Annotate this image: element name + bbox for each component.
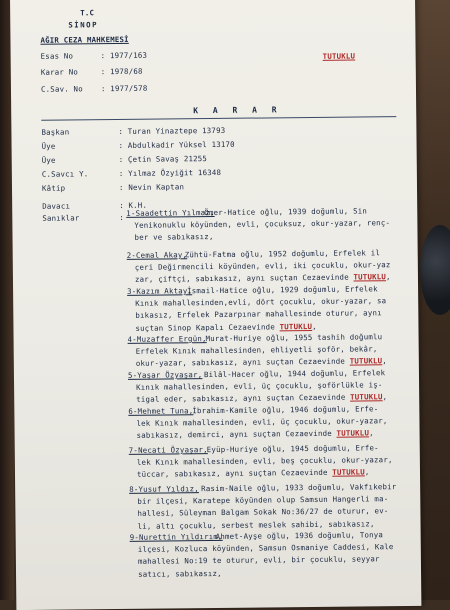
defendant-detail-line: bıkasız, Erfelek Pazarpınar mahallesinde oturur, aynı [135, 308, 382, 321]
tutuklu-mark: TUTUKLU [349, 356, 383, 367]
tutuklu-mark: TUTUKLU [279, 321, 313, 332]
defendant-detail-line: Kınık mahallesinden, evli, üç çocuklu, şoförlükle iş- [136, 380, 383, 393]
saniklar-label: Sanıklar [42, 213, 80, 223]
header-court: AĞIR CEZA MAHKEMESİ [40, 34, 129, 45]
defendant-detail-line: çeri Değirmencili köyünden, evli, iki çocuklu, okur-yaz [134, 260, 391, 273]
header-city: SİNOP [68, 20, 99, 30]
defendant-detail-line: Zühtü-Fatma oğlu, 1952 doğumlu, Erfelek il [184, 248, 381, 260]
csav-value: : 1977/578 [100, 83, 148, 94]
panel-name: : Turan Yinaztepe 13793 [118, 125, 226, 136]
esas-value: : 1977/163 [100, 50, 148, 61]
panel-role: Başkan [41, 127, 70, 137]
saniklar-colon: : [119, 212, 125, 222]
document-page [10, 0, 421, 610]
defendant-detail-line: ber ve sabıkasız, [134, 232, 214, 243]
defendant-detail-line: Ömer-Hatice oğlu, 1939 doğumlu, Sin [204, 206, 368, 218]
defendant-name: 9-Nurettin Yıldırım, [129, 531, 223, 542]
defendant-detail-line: hallesi, Süleyman Balgam Sokak No:36/27 de oturur, ev- [137, 506, 389, 519]
defendant-detail-line: İbrahim-Kamile oğlu, 1946 doğumlu, Erfe- [192, 404, 379, 416]
csav-label: C.Sav. No [40, 84, 83, 94]
karar-label: Karar No [40, 67, 79, 77]
defendant-detail-line: tüccar, sabıkasız, aynı suçtan Cezaevinde TUTUKLU, [136, 467, 370, 480]
tutuklu-mark: TUTUKLU [353, 272, 387, 283]
defendant-name: 3-Kazım Aktay, [127, 286, 193, 296]
panel-name: : Yılmaz Özyiğit 16348 [118, 167, 222, 178]
defendant-detail-line: okur-yazar, sabıkasız, aynı suçtan Cezaevinde TUTUKLU, [135, 356, 387, 369]
defendant-name: 1-Saadettin Yılmaz, [126, 207, 215, 218]
defendant-detail-line: ilçesi, Kozluca köyünden, Samsun Osmaniye Caddesi, Kale [137, 542, 394, 555]
defendant-detail-line: İsmail-Hatice oğlu, 1929 doğumlu, Erfelek [187, 284, 378, 296]
panel-role: Üye [41, 141, 56, 151]
defendant-detail-line: Eyüp-Huriye oğlu, 1945 doğumlu, Erfe- [206, 443, 379, 455]
document-title: K A R A R [193, 105, 282, 116]
defendant-name: 5-Yaşar Özyaşar, [127, 370, 203, 380]
defendant-detail-line: satıcı, sabıkasız, [138, 568, 222, 579]
header-tc: T.C [80, 8, 95, 18]
defendant-detail-line: Ahmet-Ayşe oğlu, 1936 doğumlu, Tonya [215, 530, 384, 541]
panel-name: : Çetin Savaş 21255 [118, 154, 208, 164]
panel-role: C.Savcı Y. [41, 169, 89, 179]
defendant-name: 8-Yusuf Yıldız, [129, 484, 199, 494]
dark-object [420, 225, 450, 315]
defendant-detail-line: Yenikonuklu köyünden, evli, çocuksuz, okur-yazar, renç- [134, 218, 391, 231]
defendant-detail-line: zar, çiftçi, sabıkasız, aynı suçtan Cezaevinde TUTUKLU, [134, 272, 391, 285]
defendant-detail-line: bir ilçesi, Karatepe köyünden olup Samsun Hangerli ma- [137, 494, 389, 507]
defendant-name: 4-Muzaffer Ergün, [127, 334, 207, 344]
defendant-detail-line: mahallesi No:19 te oturur, evli, bir çocuklu, seyyar [137, 554, 380, 567]
defendant-detail-line: sabıkasız, demirci, aynı suçtan Cezaevinde TUTUKLU, [136, 428, 374, 441]
davaci-value: : K.H. [119, 200, 148, 210]
davaci-label: Davacı [42, 201, 71, 211]
defendant-detail-line: Kınık mahallesinden,evli, dört çocuklu, okur-yazar, sa [135, 296, 387, 309]
karar-value: : 1978/68 [100, 66, 143, 77]
panel-role: Üye [41, 155, 56, 165]
panel-name: : Abdulkadir Yüksel 13170 [118, 139, 235, 150]
tutuklu-mark: TUTUKLU [332, 467, 365, 478]
defendant-detail-line: Rasim-Naile oğlu, 1933 doğumlu, Vakfıkebir [201, 482, 397, 494]
defendant-detail-line: Erfelek Kınık mahallesinden, ehliyetli şoför, bekâr, [135, 344, 378, 357]
defendant-detail-line: lek Kınık mahallesinden, evli, üç çocuklu, okur-yazar, [136, 416, 388, 429]
defendant-detail-line: tigal eder, sabıkasız, aynı suçtan Cezaevinde TUTUKLU, [136, 392, 388, 405]
defendant-name: 2-Cemal Akay, [126, 250, 188, 260]
defendant-detail-line: lek Kınık mahallesinden, evli, beş çocuklu, okur-yazar, [136, 455, 393, 468]
defendant-detail-line: Murat-Huriye oğlu, 1955 tashih doğumlu [205, 332, 383, 344]
panel-role: Kâtip [41, 183, 66, 193]
defendant-name: 7-Necati Özyaşar, [128, 445, 208, 455]
esas-label: Esas No [40, 51, 74, 61]
defendant-detail-line: li, altı çocuklu, serbest meslek sahibi, sabıkasız, [137, 519, 375, 531]
status-stamp: TUTUKLU [322, 51, 356, 61]
defendant-detail-line: Bilâl-Hacer oğlu, 1944 doğumlu, Erfelek [203, 368, 386, 380]
panel-name: : Nevin Kaptan [118, 182, 185, 192]
tutuklu-mark: TUTUKLU [350, 392, 383, 403]
title-rule [41, 116, 396, 121]
tutuklu-mark: TUTUKLU [336, 428, 370, 439]
defendant-detail-line: suçtan Sinop Kapalı Cezaevinde TUTUKLU, [135, 321, 317, 333]
defendant-name: 6-Mehmet Tuna, [128, 406, 194, 416]
